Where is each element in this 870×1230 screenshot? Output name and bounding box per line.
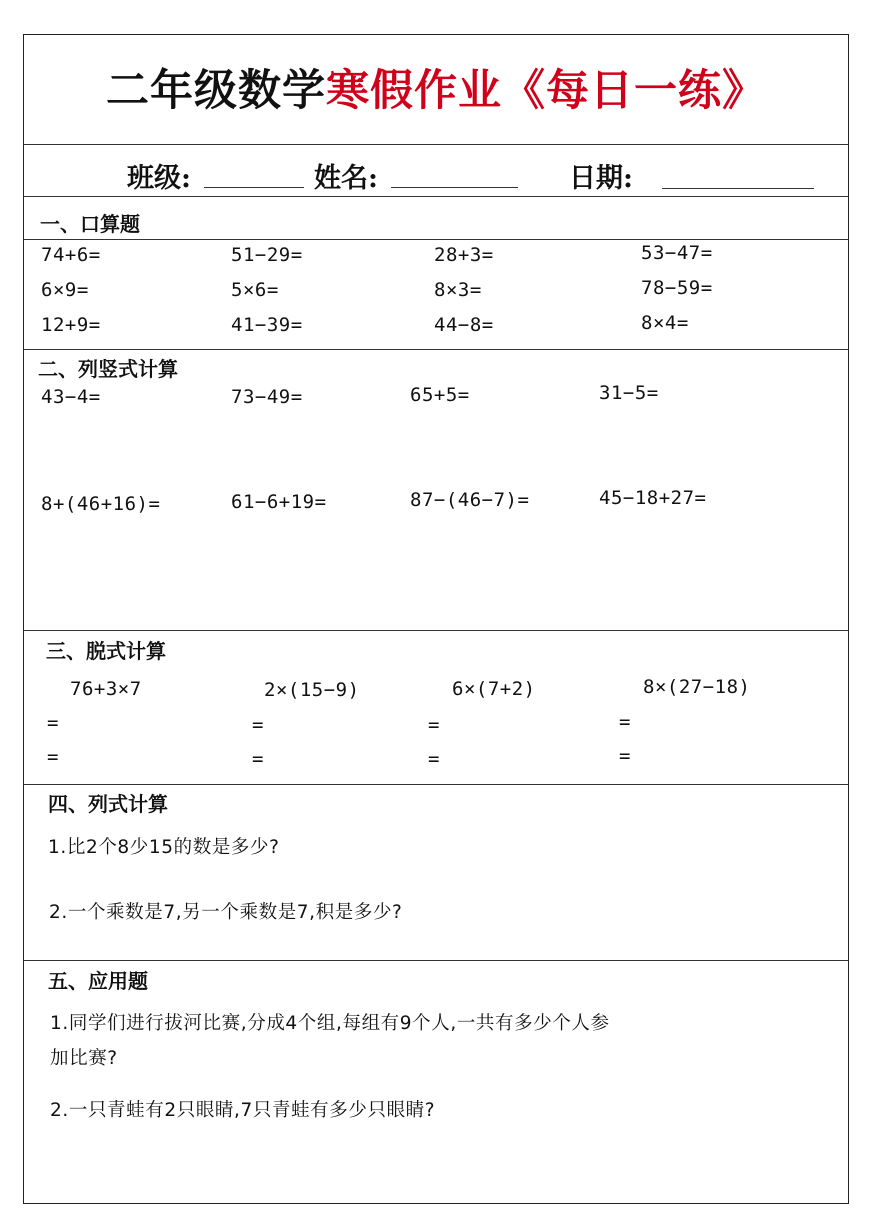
oral-problem: 51−29=: [231, 244, 303, 266]
divider: [24, 349, 848, 350]
vertical-problem: 45−18+27=: [599, 487, 707, 509]
equals-sign: =: [252, 748, 264, 770]
name-blank[interactable]: [391, 187, 518, 188]
worksheet-frame: [23, 34, 849, 1204]
section-heading-stepwise: 三、脱式计算: [46, 639, 166, 663]
vertical-problem: 65+5=: [410, 384, 470, 406]
stepwise-problem: 2×(15−9): [264, 679, 360, 701]
divider: [24, 630, 848, 631]
equals-sign: =: [619, 745, 631, 767]
vertical-problem: 31−5=: [599, 382, 659, 404]
equals-sign: =: [47, 712, 59, 734]
equals-sign: =: [47, 746, 59, 768]
section-heading-vertical: 二、列竖式计算: [38, 357, 178, 381]
equals-sign: =: [252, 714, 264, 736]
oral-problem: 53−47=: [641, 242, 713, 264]
section-heading-word-problems: 五、应用题: [48, 969, 148, 993]
class-blank[interactable]: [204, 187, 304, 188]
divider: [24, 196, 848, 197]
stepwise-problem: 8×(27−18): [643, 676, 751, 698]
equals-sign: =: [428, 714, 440, 736]
stepwise-problem: 6×(7+2): [452, 678, 536, 700]
vertical-problem: 8+(46+16)=: [41, 493, 161, 515]
section-heading-oral: 一、口算题: [40, 212, 140, 236]
oral-problem: 28+3=: [434, 244, 494, 266]
equation-question: 2.一个乘数是7,另一个乘数是7,积是多少?: [49, 902, 403, 923]
equals-sign: =: [619, 711, 631, 733]
vertical-problem: 61−6+19=: [231, 491, 327, 513]
date-blank[interactable]: [662, 188, 814, 189]
oral-problem: 78−59=: [641, 277, 713, 299]
divider: [24, 960, 848, 961]
worksheet-title: [24, 57, 848, 118]
word-problem: 2.一只青蛙有2只眼睛,7只青蛙有多少只眼睛?: [50, 1100, 436, 1121]
oral-problem: 5×6=: [231, 279, 279, 301]
divider: [24, 144, 848, 145]
title-homework-part: 寒假作业《每日一练》: [326, 66, 766, 116]
equals-sign: =: [428, 748, 440, 770]
oral-problem: 12+9=: [41, 314, 101, 336]
oral-problem: 6×9=: [41, 279, 89, 301]
oral-problem: 44−8=: [434, 314, 494, 336]
vertical-problem: 87−(46−7)=: [410, 489, 530, 511]
vertical-problem: 43−4=: [41, 386, 101, 408]
stepwise-problem: 76+3×7: [70, 678, 142, 700]
word-problem-continuation: 加比赛?: [50, 1048, 118, 1069]
divider: [24, 784, 848, 785]
name-label: 姓名:: [314, 163, 378, 194]
equation-question: 1.比2个8少15的数是多少?: [48, 837, 280, 858]
vertical-problem: 73−49=: [231, 386, 303, 408]
class-label: 班级:: [127, 163, 191, 194]
date-label: 日期:: [569, 163, 633, 194]
oral-problem: 74+6=: [41, 244, 101, 266]
oral-problem: 8×4=: [641, 312, 689, 334]
section-heading-equation: 四、列式计算: [48, 792, 168, 816]
word-problem: 1.同学们进行拔河比赛,分成4个组,每组有9个人,一共有多少个人参: [50, 1013, 610, 1034]
oral-problem: 41−39=: [231, 314, 303, 336]
title-grade-part: 二年级数学: [106, 66, 326, 116]
oral-problem: 8×3=: [434, 279, 482, 301]
divider: [24, 239, 848, 240]
